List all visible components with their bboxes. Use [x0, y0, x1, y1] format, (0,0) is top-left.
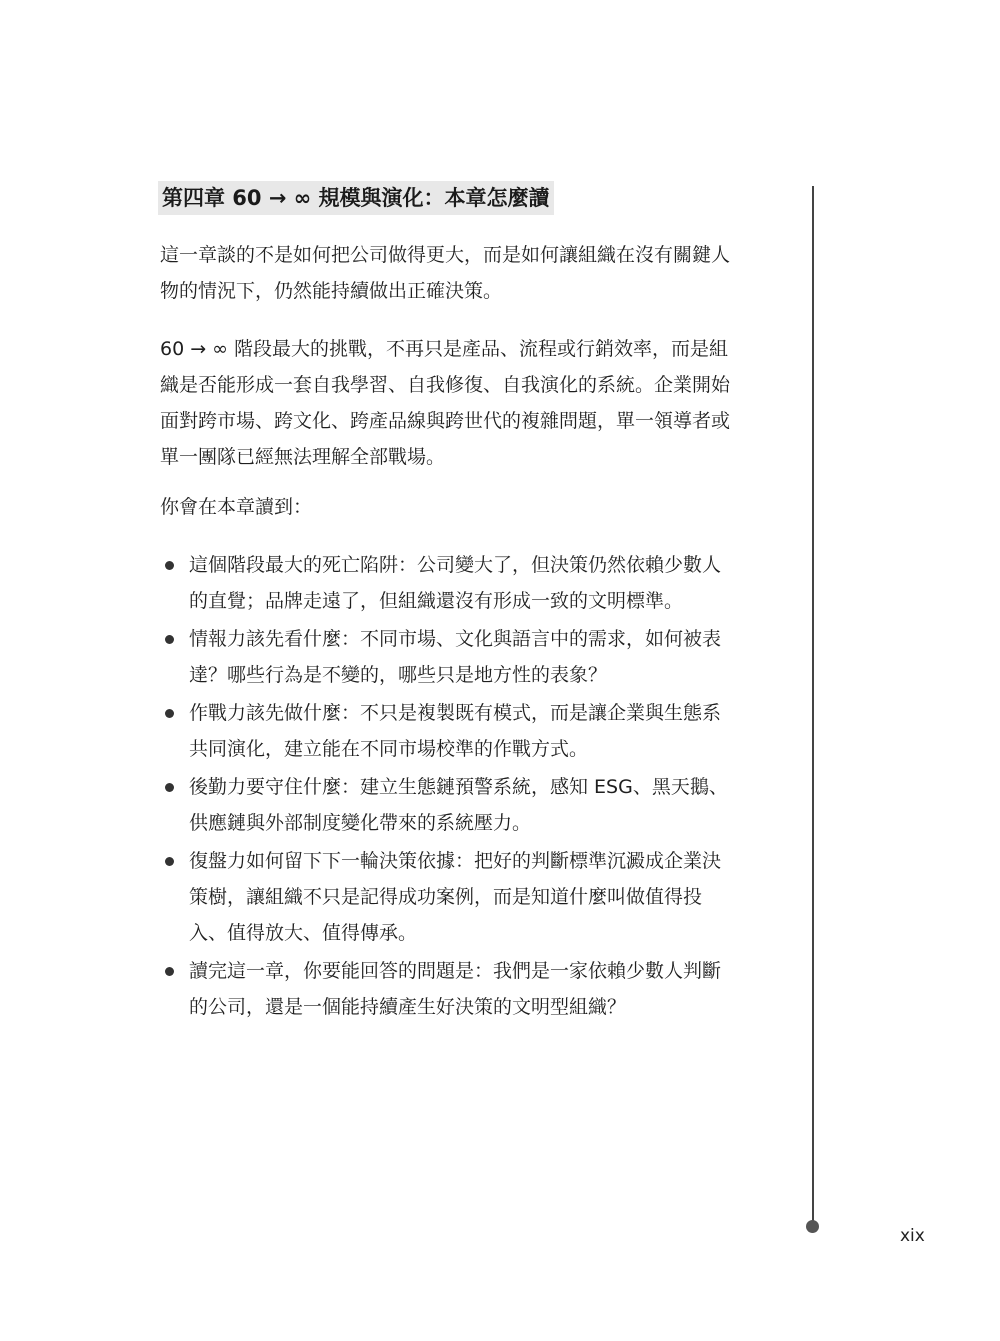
list-item: [160, 695, 732, 767]
list-item: [160, 769, 732, 841]
list-item-text: 作戰力該先做什麼：不只是複製既有模式，而是讓企業與生態系共同演化，建立能在不同市場校準的作戰方式。: [189, 702, 722, 760]
challenge-paragraph: 60 → ∞ 階段最大的挑戰，不再只是產品、流程或行銷效率，而是組織是否能形成一套自我學習、自我修復、自我演化的系統。企業開始面對跨市場、跨文化、跨產品線與跨世代的複雜問題，單一領導者或單一團隊已經無法理解全部戰場。: [160, 338, 731, 468]
list-item-text: 後勤力要守住什麼：建立生態鏈預警系統，感知 ESG、黑天鵝、供應鏈與外部制度變化帶來的系統壓力。: [189, 776, 728, 834]
bullet-icon: [165, 967, 174, 976]
list-item: [160, 843, 732, 951]
bullet-icon: [165, 635, 174, 644]
page-number: xix: [900, 1226, 925, 1246]
chapter-heading: 第四章 60 → ∞ 規模與演化：本章怎麼讀: [158, 181, 554, 215]
reading-list-intro: 你會在本章讀到：: [160, 496, 313, 518]
bullet-icon: [165, 709, 174, 718]
list-item: [160, 621, 732, 693]
list-item: [160, 547, 732, 619]
list-item-text: 復盤力如何留下下一輪決策依據：把好的判斷標準沉澱成企業決策樹，讓組織不只是記得成功案例，而是知道什麼叫做值得投入、值得放大、值得傳承。: [189, 850, 722, 944]
intro-paragraph: 這一章談的不是如何把公司做得更大，而是如何讓組織在沒有關鍵人物的情況下，仍然能持續做出正確決策。: [160, 244, 731, 302]
bullet-icon: [165, 857, 174, 866]
list-item-text: 情報力該先看什麼：不同市場、文化與語言中的需求，如何被表達？哪些行為是不變的，哪些只是地方性的表象？: [189, 628, 722, 686]
rule-end-dot-icon: [806, 1220, 819, 1233]
list-item-text: 這個階段最大的死亡陷阱：公司變大了，但決策仍然依賴少數人的直覺；品牌走遠了，但組織還沒有形成一致的文明標準。: [189, 554, 722, 612]
bullet-icon: [165, 561, 174, 570]
list-item: [160, 953, 732, 1025]
margin-vertical-rule: [812, 186, 814, 1224]
list-item-text: 讀完這一章，你要能回答的問題是：我們是一家依賴少數人判斷的公司，還是一個能持續產生好決策的文明型組織？: [189, 960, 722, 1018]
bullet-icon: [165, 783, 174, 792]
reading-points-list: [160, 547, 732, 1027]
